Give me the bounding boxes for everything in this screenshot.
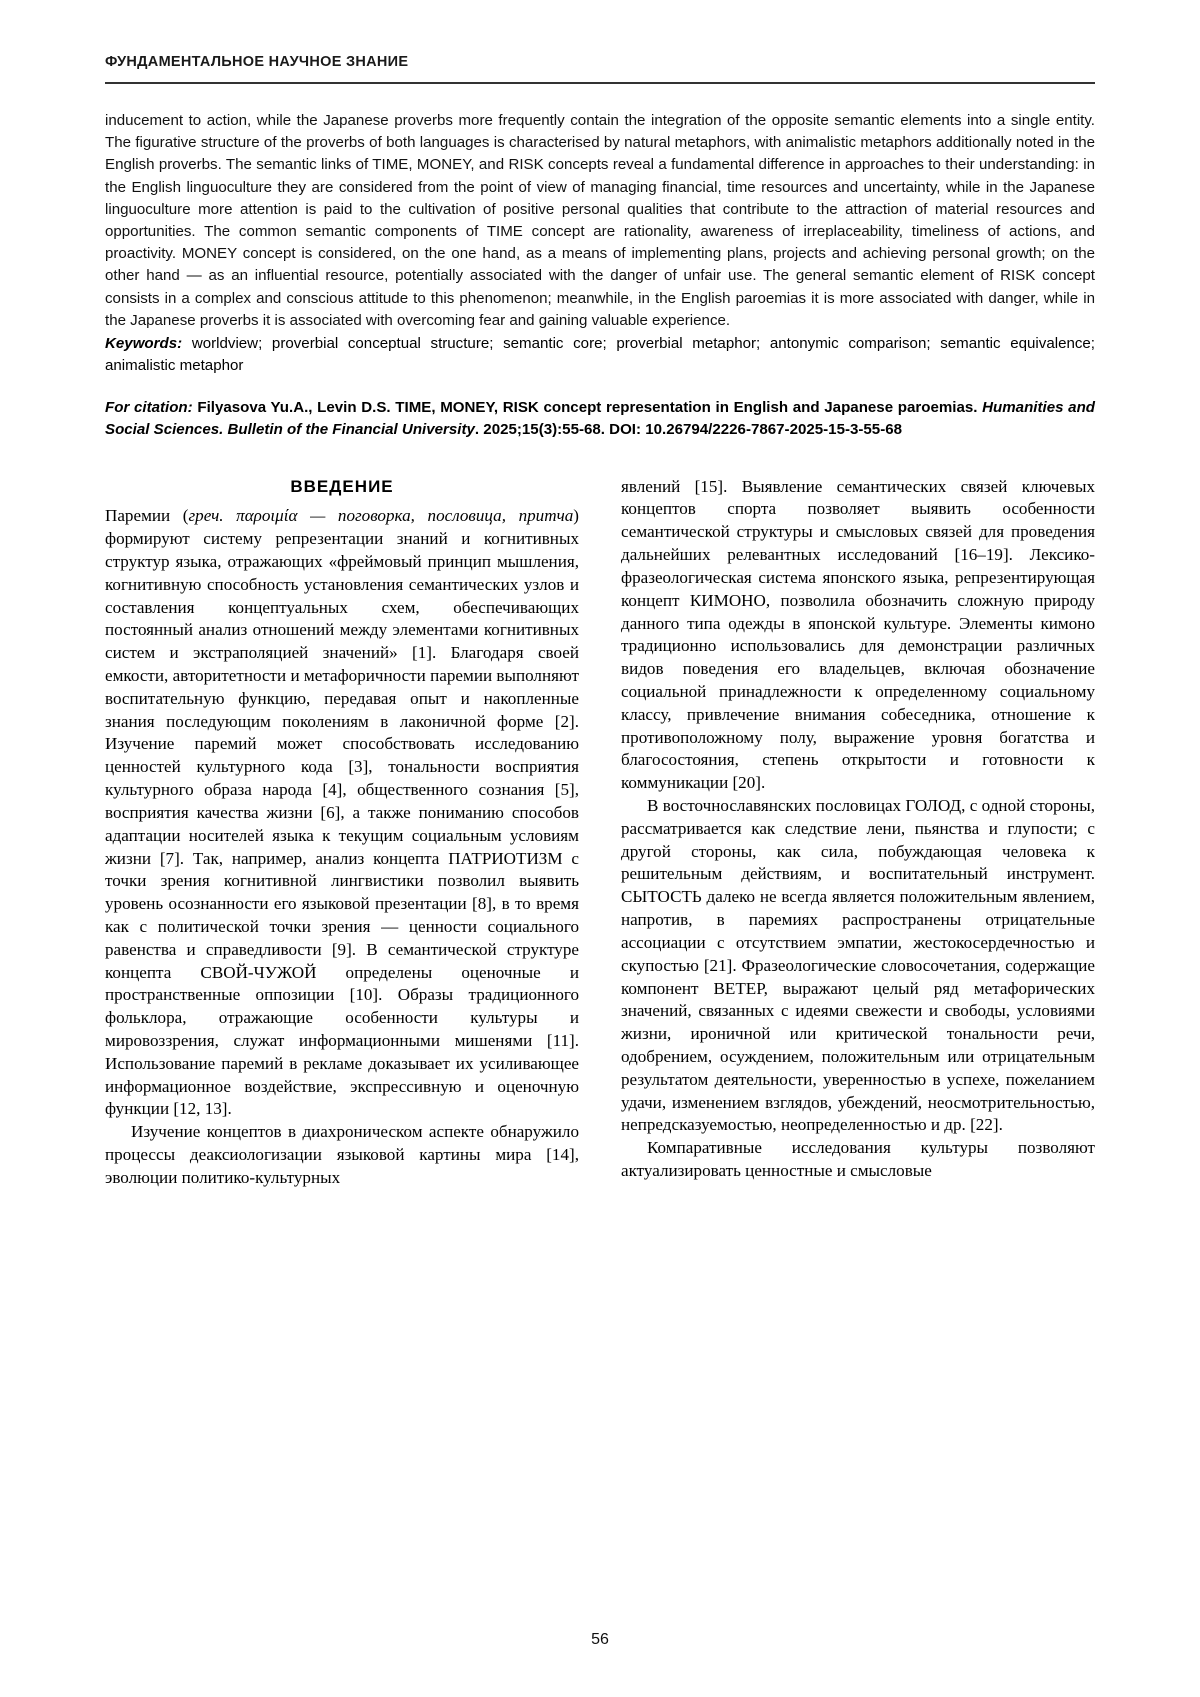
body-columns [105, 476, 1095, 1190]
citation-label: For citation: [105, 399, 193, 417]
abstract-block [105, 110, 1095, 332]
header-rule [105, 82, 1095, 84]
section-title-introduction: ВВЕДЕНИЕ [290, 476, 394, 496]
paragraph-left-1-part-a: Паремии ( [105, 506, 189, 526]
keywords-block [105, 333, 1095, 377]
running-head: ФУНДАМЕНТАЛЬНОЕ НАУЧНОЕ ЗНАНИЕ [105, 54, 409, 70]
paragraph-left-1-part-b: ) формируют систему репрезентации знаний и когнитивных структур языка, отражающих «фреймовый принцип мышления, когнитивную способность установления семантических узлов и составления концептуальных схем, обеспечивающих постоянный анализ отношений между элементами когнитивных систем и экстраполяцией значений» [1]. Благодаря своей емкости, авторитетности и метафоричности паремии выполняют воспитательную функцию, передавая опыт и накопленные знания последующим поколениям в лаконичной форме [2]. Изучение паремий может способствовать исследованию ценностей культурного кода [3], тональности восприятия культурного образа народа [4], общественного сознания [5], восприятия качества жизни [6], а также пониманию способов адаптации носителей языка к текущим социальным условиям жизни [7]. Так, например, анализ концепта ПАТРИОТИЗМ с точки зрения когнитивной лингвистики позволил выявить уровень осознанности его языковой презентации [8], в то время как с политической точки зрения — ценности социального равенства и справедливости [9]. В семантической структуре концепта СВОЙ-ЧУЖОЙ определены оценочные и пространственные оппозиции [10]. Образы традиционного фольклора, отражающие особенности культуры и мировоззрения, служат информационными мишенями [11]. Использование паремий в рекламе доказывает их усиливающее информационное воздействие, экспрессивную и оценочную функции [12, 13]. [105, 506, 579, 1119]
citation-details: . 2025;15(3):55-68. DOI: 10.26794/2226-7867-2025-15-3-55-68 [474, 421, 903, 439]
paragraph-right-1: явлений [15]. Выявление семантических связей ключевых концептов спорта позволяет выявить особенности семантической структуры и смысловых связей для проведения дальнейших релевантных исследований [16–19]. Лексико-фразеологическая система японского языка, репрезентирующая концепт КИМОНО, позволила обозначить сложную природу данного типа одежды в японской культуре. Элементы кимоно традиционно использовались для демонстрации различных видов поведения его владельцев, включая обозначение социальной принадлежности к определенному социальному классу, привлечение внимания собеседника, отношение к противоположному полу, выражение уровня богатства и благосостояния, степень открытости и готовности к коммуникации [20]. [621, 476, 1095, 793]
paragraph-right-2: В восточнославянских пословицах ГОЛОД, с одной стороны, рассматривается как следствие лени, пьянства и глупости; с другой стороны, как сила, побуждающая человека к решительным действиям, и воспитательный инструмент. СЫТОСТЬ далеко не всегда является положительным явлением, напротив, в паремиях распространены отрицательные ассоциации с отсутствием эмпатии, жестокосердечностью и скупостью [21]. Фразеологические словосочетания, содержащие компонент ВЕТЕР, выражают целый ряд метафорических значений, связанных с идеями свежести и свободы, условиями жизни, ироничной или критической тональности речи, одобрением, осуждением, положительным или отрицательным результатом деятельности, уверенностью в успехе, пожеланием удачи, изменением взглядов, убеждений, неосмотрительностью, непредсказуемостью, неопределенностью и др. [22]. [621, 796, 1095, 1135]
paragraph-left-1-greek-italic: греч. παροιμία — поговорка, пословица, притча [188, 506, 574, 526]
page-number: 56 [591, 1631, 609, 1648]
column-left [105, 476, 579, 1190]
paragraph-left-2: Изучение концептов в диахроническом аспекте обнаружило процессы деаксиологизации языковой картины мира [14], эволюции политико-культурных [105, 1122, 579, 1187]
keywords-text: worldview; proverbial conceptual structure; semantic core; proverbial metaphor; antonymic comparison; semantic equivalence; animalistic metaphor [105, 334, 1095, 375]
paragraph-left-1 [105, 505, 579, 1121]
citation-journal: Humanities and Social Sciences. Bulletin of the Financial University [105, 399, 1096, 439]
citation-block [105, 397, 1095, 441]
abstract-text: inducement to action, while the Japanese proverbs more frequently contain the integration of the opposite semantic elements into a single entity. The figurative structure of the proverbs of both languages is characterised by natural metaphors, with animalistic metaphors additionally noted in the English proverbs. The semantic links of TIME, MONEY, and RISK concepts reveal a fundamental difference in approaches to their understanding: in the English linguoculture they are considered from the point of view of managing financial, time resources and uncertainty, while in the Japanese linguoculture more attention is paid to the cultivation of positive personal qualities that contribute to the attraction of material resources and opportunities. The common semantic components of TIME concept are rationality, awareness of irreplaceability, timeliness of actions, and proactivity. MONEY concept is considered, on the one hand, as a means of implementing plans, projects and achieving personal growth; on the other hand — as an influential resource, potentially associated with the danger of unfair use. The general semantic element of RISK concept consists in a complex and conscious attitude to this phenomenon; meanwhile, in the English paroemias it is more associated with danger, while in the Japanese proverbs it is associated with overcoming fear and gaining valuable experience. [105, 112, 1095, 329]
paragraph-right-3: Компаративные исследования культуры позволяют актуализировать ценностные и смысловые [621, 1138, 1095, 1180]
column-right [621, 476, 1095, 1190]
keywords-label: Keywords: [105, 334, 183, 352]
citation-authors-title: Filyasova Yu.A., Levin D.S. TIME, MONEY, RISK concept representation in English and Japanese paroemias. [192, 399, 983, 417]
